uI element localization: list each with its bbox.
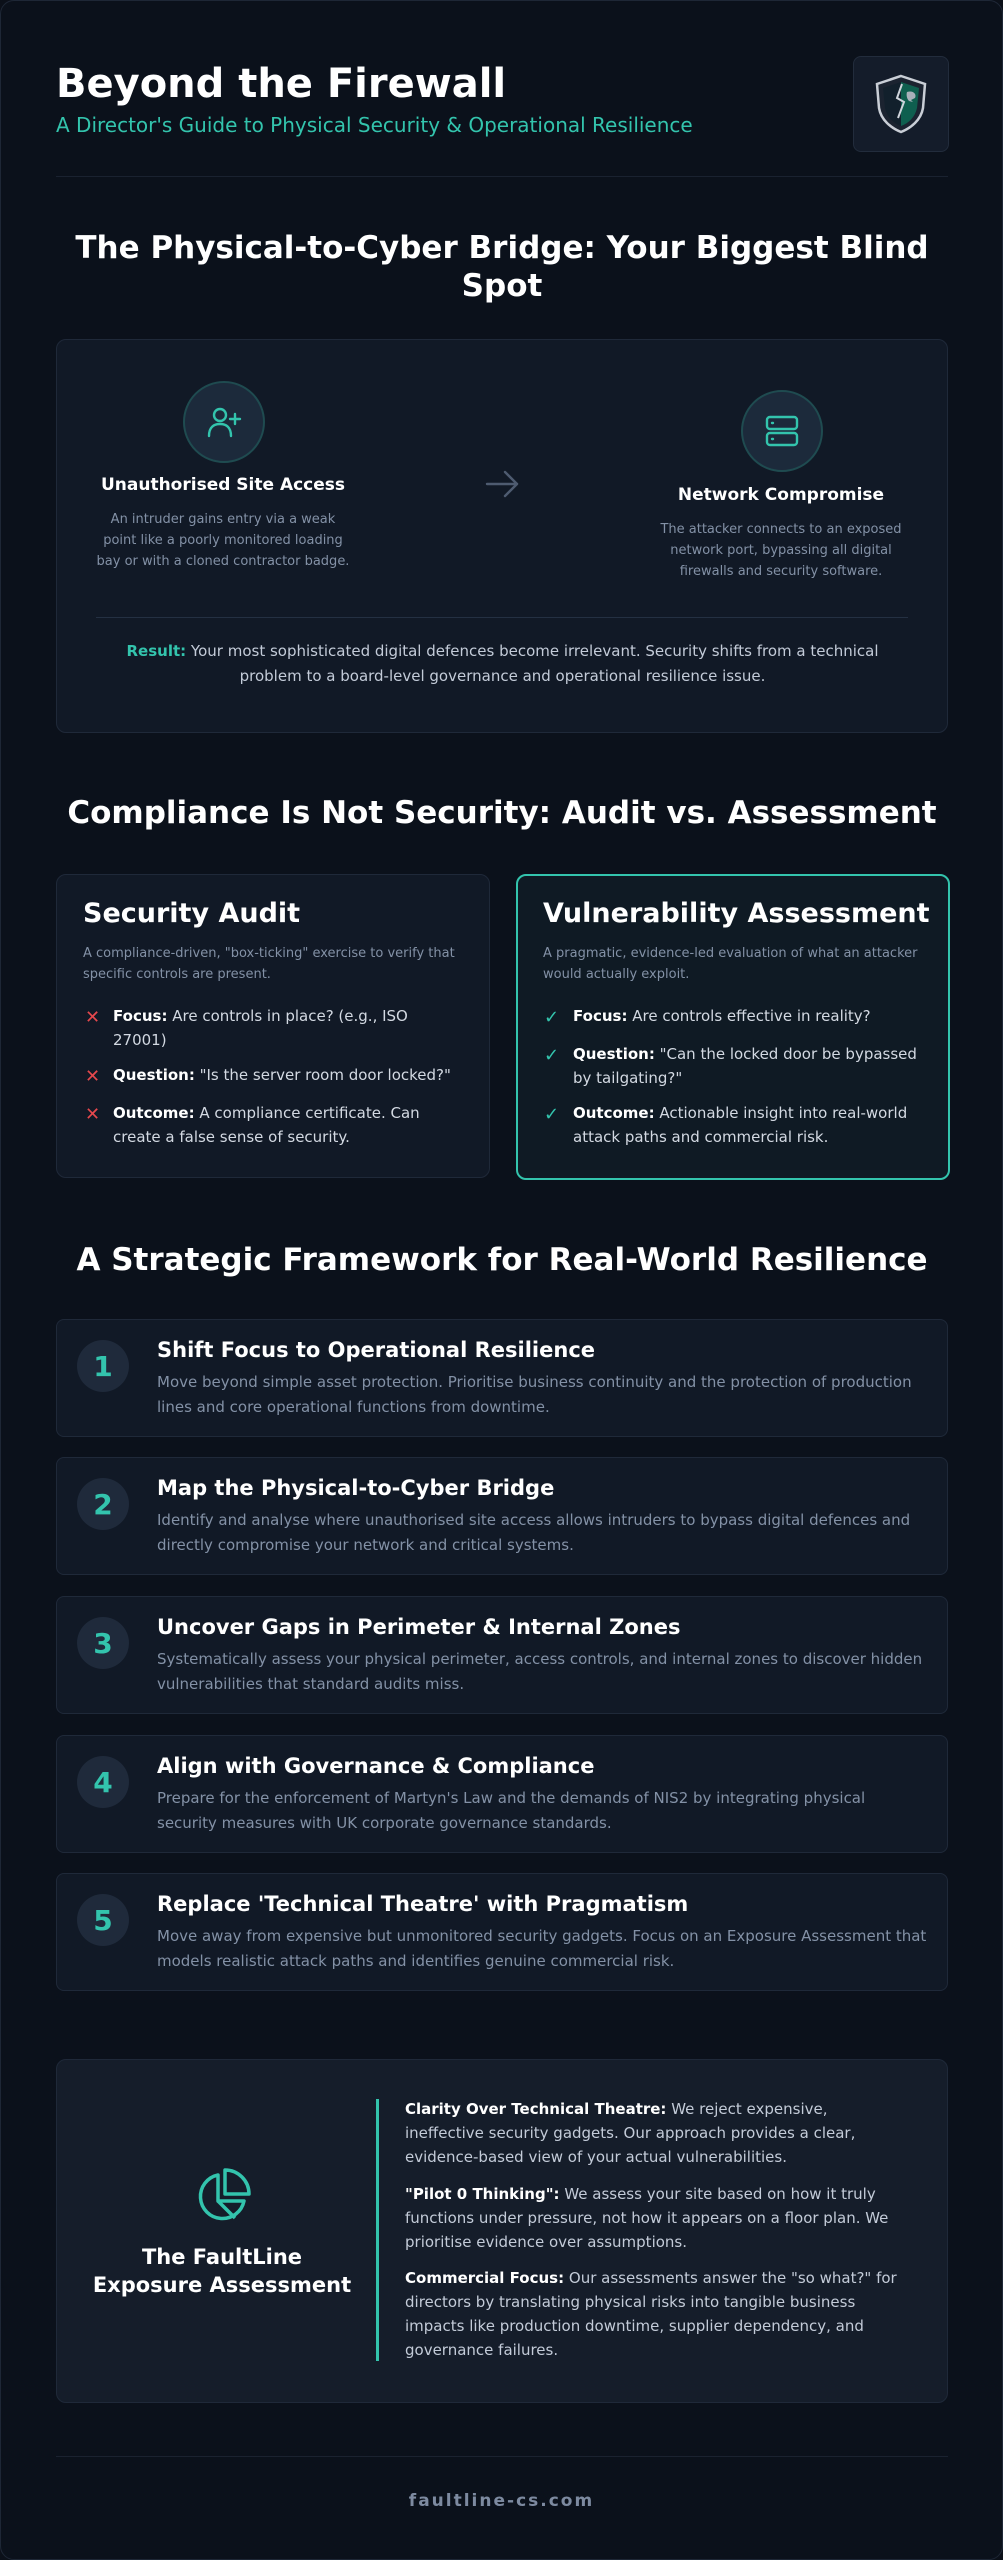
step-description: Move away from expensive but unmonitored security gadgets. Focus on an Exposure Assessment that models realistic attack paths and identifies genuine commercial risk. (157, 1927, 927, 1970)
step-description: Prepare for the enforcement of Martyn's Law and the demands of NIS2 by integrating physical security measures with UK corporate governance standards. (157, 1789, 866, 1832)
audit-title: Security Audit (83, 898, 301, 929)
audit-item-text: A compliance certificate. Can create a false sense of security. (113, 1104, 420, 1146)
audit-item-label: Question: (113, 1066, 195, 1084)
assessment-description: A pragmatic, evidence-led evaluation of what an attacker would actually exploit. (543, 946, 918, 982)
header-divider (56, 176, 948, 177)
audit-item (113, 1101, 463, 1149)
check-icon: ✓ (544, 1104, 560, 1125)
page-title: Beyond the Firewall (56, 61, 507, 107)
cross-icon: ✕ (85, 1066, 101, 1087)
step-description: Systematically assess your physical perimeter, access controls, and internal zones to discover hidden vulnerabilities that standard audits miss. (157, 1650, 923, 1693)
check-icon: ✓ (544, 1007, 560, 1028)
assessment-item-text: Actionable insight into real-world attack paths and commercial risk. (573, 1104, 908, 1146)
faultline-title (56, 2243, 388, 2299)
bridge-divider (96, 617, 908, 618)
step-description: Identify and analyse where unauthorised site access allows intruders to bypass digital defences and directly compromise your network and critical systems. (157, 1511, 911, 1554)
assessment-item-text: "Can the locked door be bypassed by tailgating?" (573, 1045, 917, 1087)
step-number: 2 (77, 1478, 129, 1530)
faultline-point-label: "Pilot 0 Thinking": (405, 2185, 560, 2203)
step-title: Map the Physical-to-Cyber Bridge (157, 1476, 555, 1500)
cross-icon: ✕ (85, 1007, 101, 1028)
assessment-item-text: Are controls effective in reality? (632, 1007, 871, 1025)
assessment-item-label: Outcome: (573, 1104, 655, 1122)
step-title: Shift Focus to Operational Resilience (157, 1338, 596, 1362)
result-text: Your most sophisticated digital defences become irrelevant. Security shifts from a technical problem to a board-level governance and operational resilience issue. (190, 642, 879, 685)
assessment-item (573, 1101, 923, 1149)
assessment-title: Vulnerability Assessment (543, 898, 930, 929)
framework-section-title: A Strategic Framework for Real-World Resilience (76, 1242, 928, 1278)
step-number: 4 (77, 1756, 129, 1808)
audit-item-label: Focus: (113, 1007, 168, 1025)
assessment-item (573, 1004, 923, 1028)
step-description: Move beyond simple asset protection. Prioritise business continuity and the protection of production lines and core operational functions from downtime. (157, 1373, 912, 1416)
assessment-item-label: Question: (573, 1045, 655, 1063)
faultline-point (405, 2266, 905, 2362)
faultline-point-text: We reject expensive, ineffective security gadgets. Our approach provides a clear, evidence-based view of your actual vulnerabilities. (405, 2100, 856, 2166)
step-title: Align with Governance & Compliance (157, 1754, 595, 1778)
audit-description: A compliance-driven, "box-ticking" exercise to verify that specific controls are present. (83, 946, 455, 982)
step-number: 5 (77, 1894, 129, 1946)
arrow-right-icon (481, 463, 523, 509)
step-title: Replace 'Technical Theatre' with Pragmatism (157, 1892, 689, 1916)
bridge-result (101, 639, 904, 689)
footer-link[interactable]: faultline-cs.com (408, 2491, 595, 2511)
bridge-right-description: The attacker connects to an exposed network port, bypassing all digital firewalls and security software. (660, 522, 902, 579)
framework-step (56, 1735, 948, 1853)
server-icon (741, 390, 823, 472)
audit-item-text: "Is the server room door locked?" (199, 1066, 451, 1084)
user-plus-icon (183, 381, 265, 463)
assessment-item (573, 1042, 923, 1090)
audit-item-text: Are controls in place? (e.g., ISO 27001) (113, 1007, 408, 1049)
assessment-item-label: Focus: (573, 1007, 628, 1025)
faultline-point-text: We assess your site based on how it truly functions under pressure, not how it appears on a floor plan. We prioritise evidence over assumptions. (405, 2185, 889, 2251)
page-subtitle: A Director's Guide to Physical Security & Operational Resilience (56, 113, 693, 137)
compare-section-title: Compliance Is Not Security: Audit vs. Assessment (67, 795, 937, 831)
step-number: 3 (77, 1617, 129, 1669)
bridge-left-description: An intruder gains entry via a weak point like a poorly monitored loading bay or with a cloned contractor badge. (96, 512, 350, 569)
shield-logo-icon (853, 56, 949, 152)
faultline-title-line1: The FaultLine (141, 2245, 303, 2269)
step-number: 1 (77, 1340, 129, 1392)
pie-chart-icon (191, 2166, 253, 2232)
bridge-left-title: Unauthorised Site Access (100, 475, 346, 495)
faultline-point-label: Commercial Focus: (405, 2269, 565, 2287)
result-label: Result: (126, 642, 187, 660)
faultline-title-line2: Exposure Assessment (92, 2273, 352, 2297)
faultline-point-label: Clarity Over Technical Theatre: (405, 2100, 667, 2118)
faultline-point (405, 2182, 905, 2254)
faultline-accent-bar (376, 2099, 379, 2361)
faultline-point (405, 2097, 905, 2169)
cross-icon: ✕ (85, 1104, 101, 1125)
audit-item (113, 1004, 463, 1052)
bridge-right-title: Network Compromise (677, 485, 885, 505)
audit-item (113, 1063, 463, 1087)
step-title: Uncover Gaps in Perimeter & Internal Zones (157, 1615, 681, 1639)
bridge-section-title: The Physical-to-Cyber Bridge: Your Biggest Blind Spot (75, 230, 929, 304)
framework-step (56, 1596, 948, 1714)
check-icon: ✓ (544, 1045, 560, 1066)
audit-item-label: Outcome: (113, 1104, 195, 1122)
footer-divider (56, 2456, 948, 2457)
framework-step (56, 1457, 948, 1575)
faultline-point-text: Our assessments answer the "so what?" for directors by translating physical risks into tangible business impacts like production downtime, supplier dependency, and governance failures. (405, 2269, 897, 2359)
framework-step (56, 1319, 948, 1437)
framework-step (56, 1873, 948, 1991)
